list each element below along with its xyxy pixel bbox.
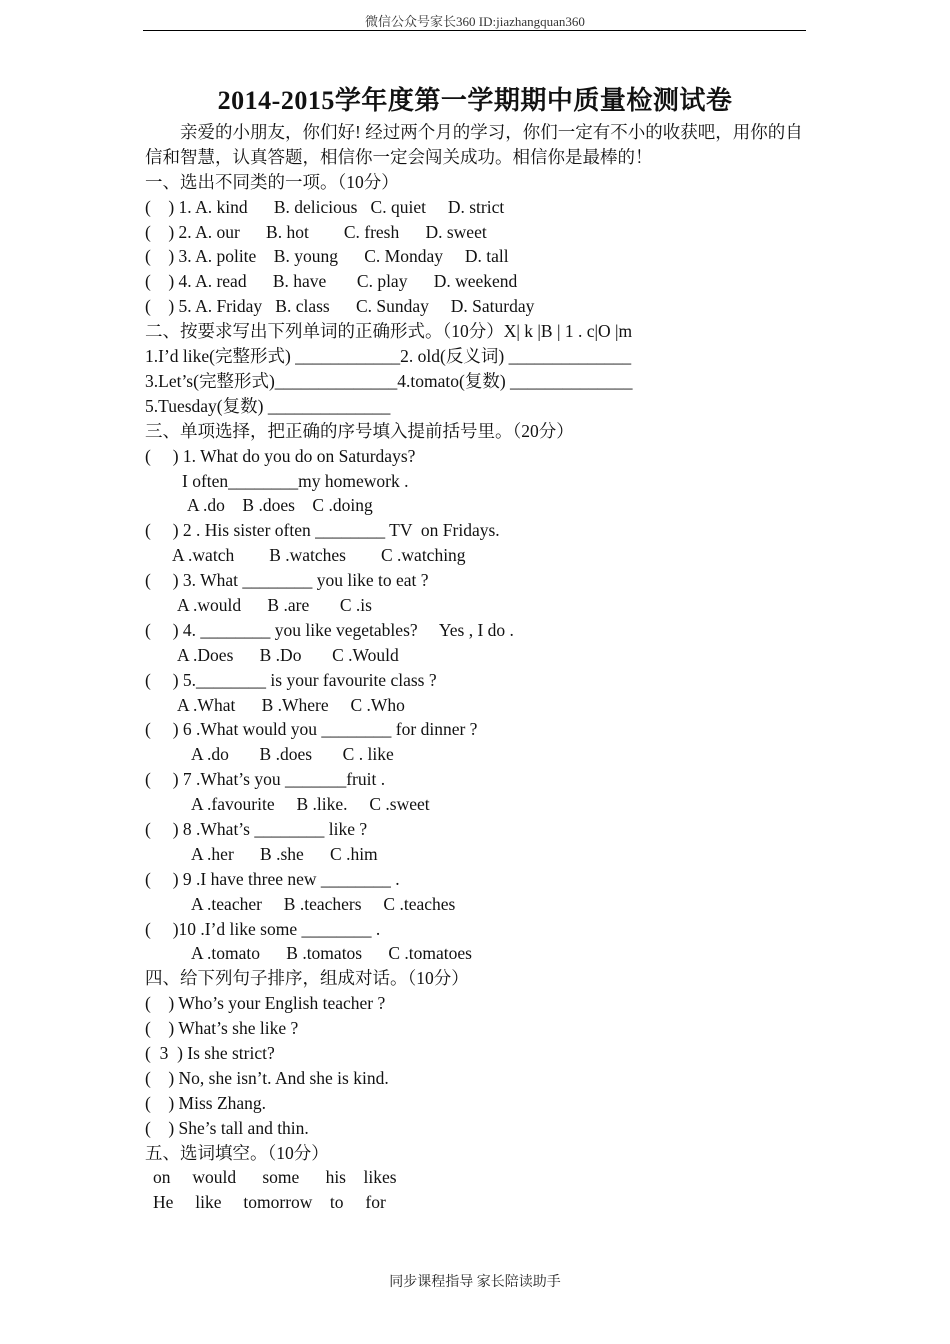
section1-heading: 一、选出不同类的一项。（10分） bbox=[145, 171, 399, 192]
intro-paragraph: 亲爱的小朋友，你们好! 经过两个月的学习，你们一定有不小的收获吧，用你的自信和智慧，认真答题，相信你一定会闯关成功。相信你是最棒的！ bbox=[145, 122, 803, 167]
question-8: ( ) 8 .What’s ________ like ? bbox=[145, 818, 368, 839]
section1-item: ( ) 4. A. read B. have C. play D. weekend bbox=[145, 271, 518, 292]
question-10: ( )10 .I’d like some ________ . bbox=[145, 918, 381, 939]
exam-content bbox=[145, 120, 810, 1215]
header-rule bbox=[143, 30, 806, 31]
word-bank-row-1: on would some his likes bbox=[153, 1167, 397, 1188]
dialogue-item: ( ) Miss Zhang. bbox=[145, 1092, 267, 1113]
dialogue-item: ( ) She’s tall and thin. bbox=[145, 1117, 309, 1138]
section2-item: 3.Let’s(完整形式)______________4.tomato(复数) ______________ bbox=[145, 370, 633, 391]
section2-heading: 二、按要求写出下列单词的正确形式。（10分）X| k |B | 1 . c|O |m bbox=[145, 321, 633, 342]
question-9-options: A .teacher B .teachers C .teaches bbox=[191, 893, 456, 914]
dialogue-item: ( ) No, she isn’t. And she is kind. bbox=[145, 1067, 389, 1088]
question-7: ( ) 7 .What’s you _______fruit . bbox=[145, 769, 386, 790]
question-5-options: A .What B .Where C .Who bbox=[177, 694, 405, 715]
page-header: 微信公众号家长360 ID:jiazhangquan360 bbox=[365, 14, 585, 29]
question-3: ( ) 3. What ________ you like to eat ? bbox=[145, 570, 429, 591]
question-6: ( ) 6 .What would you ________ for dinner ? bbox=[145, 719, 478, 740]
question-1: ( ) 1. What do you do on Saturdays? bbox=[145, 445, 416, 466]
dialogue-item: ( ) What’s she like ? bbox=[145, 1018, 299, 1039]
question-4: ( ) 4. ________ you like vegetables? Yes , I do . bbox=[145, 619, 514, 640]
question-1-options: A .do B .does C .doing bbox=[187, 495, 373, 516]
section1-item: ( ) 3. A. polite B. young C. Monday D. tall bbox=[145, 246, 509, 267]
question-2-options: A .watch B .watches C .watching bbox=[172, 545, 466, 566]
question-2: ( ) 2 . His sister often ________ TV on Fridays. bbox=[145, 520, 500, 541]
question-9: ( ) 9 .I have three new ________ . bbox=[145, 868, 400, 889]
page-footer: 同步课程指导 家长陪读助手 bbox=[389, 1275, 561, 1290]
question-1-continuation: I often________my homework . bbox=[182, 470, 409, 491]
question-3-options: A .would B .are C .is bbox=[177, 594, 372, 615]
dialogue-item: ( 3 ) Is she strict? bbox=[145, 1042, 275, 1063]
dialogue-item: ( ) Who’s your English teacher ? bbox=[145, 993, 386, 1014]
section3-heading: 三、单项选择，把正确的序号填入提前括号里。（20分） bbox=[145, 420, 574, 441]
word-bank-row-2: He like tomorrow to for bbox=[153, 1192, 386, 1213]
question-5: ( ) 5.________ is your favourite class ? bbox=[145, 669, 437, 690]
question-4-options: A .Does B .Do C .Would bbox=[177, 644, 399, 665]
exam-title: 2014-2015学年度第一学期期中质量检测试卷 bbox=[217, 86, 733, 115]
section1-item: ( ) 5. A. Friday B. class C. Sunday D. Saturday bbox=[145, 296, 535, 317]
section5-heading: 五、选词填空。（10分） bbox=[145, 1142, 329, 1163]
section1-item: ( ) 2. A. our B. hot C. fresh D. sweet bbox=[145, 221, 487, 242]
section4-heading: 四、给下列句子排序，组成对话。（10分） bbox=[145, 968, 469, 989]
section1-item: ( ) 1. A. kind B. delicious C. quiet D. strict bbox=[145, 196, 505, 217]
question-10-options: A .tomato B .tomatos C .tomatoes bbox=[191, 943, 472, 964]
question-6-options: A .do B .does C . like bbox=[191, 744, 394, 765]
question-7-options: A .favourite B .like. C .sweet bbox=[191, 794, 430, 815]
question-8-options: A .her B .she C .him bbox=[191, 843, 378, 864]
section2-item: 1.I’d like(完整形式) ____________2. old(反义词) ______________ bbox=[145, 346, 632, 367]
section2-item: 5.Tuesday(复数) ______________ bbox=[145, 395, 391, 416]
